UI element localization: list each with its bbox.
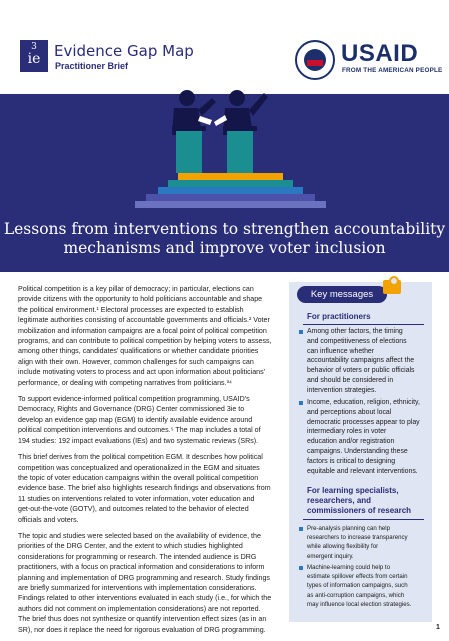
body-line: legitimate authorities consisting of accountable governments and officials.² Voter [18,316,270,325]
km-heading-line: commissioners of research [307,506,412,515]
body-line: officials and voters. [18,515,79,524]
page-title-line-2: mechanisms and improve voter inclusion [63,239,386,257]
body-text [18,284,280,641]
usaid-seal-icon [295,40,335,80]
body-paragraph [18,531,280,635]
km-line: Pre-analysis planning can help [307,525,390,532]
km-bullet-text [307,524,425,561]
page-title-line-1: Lessons from interventions to strengthen accountability [3,220,446,238]
body-line: get-out-the-vote (GOTV), and outcomes related to the behavior of elected [18,505,249,514]
km-line: and perceptions about local [307,408,392,416]
page-number: 1 [436,624,440,631]
km-heading-line: For practitioners [307,312,371,321]
body-line: SR), nor does it replace the need for rigorous evaluation of DRG programming. [18,625,266,634]
body-paragraph [18,452,280,525]
km-divider [303,324,424,325]
body-line: programs, and can contribute to political competition by helping voters to assess, [18,337,272,346]
km-line: equitable and relevant interventions. [307,467,418,475]
km-line: emergent inquiry. [307,552,354,560]
km-heading-line: researchers, and [307,496,372,505]
km-bullet-text [307,563,425,609]
body-line: competition was conceptualized and operationalized in the EGM and situates [18,463,260,472]
body-line: This brief derives from the political competition EGM. It describes how political [18,453,263,462]
key-messages-header: Key messages [297,286,387,303]
body-line: The topic and studies were selected based on the availability of evidence, the [18,531,261,540]
body-line: the political environment.¹ Electoral processes are expected to establish [18,305,244,314]
km-line: types of information campaigns, such [307,582,408,590]
body-line: political competition interventions and outcomes.⁵ The map includes a total of [18,426,261,435]
km-line: Machine-learning could help to [307,564,390,571]
body-paragraph [18,284,280,388]
km-bullet-text [307,398,425,476]
km-line: behavior of voters or public officials [307,367,415,375]
km-line: campaigns. Understanding these [307,447,408,455]
km-line: researchers to increase transparency [307,534,408,542]
body-line: Findings related to other interventions evaluated in each study (i.e., for which the [18,594,272,603]
km-line: education and/or registration [307,438,395,446]
body-line: develop an evidence gap map (EGM) to identify available evidence around [18,415,253,424]
body-line: mobilization and information campaigns are a focal point of political competition [18,326,267,335]
body-line: Democracy, Rights and Governance (DRG) Center commissioned 3ie to [18,405,245,414]
body-line: are briefly summarized for interventions with implementation considerations. [18,583,257,592]
km-line: intermediary roles in voter [307,428,387,436]
3ie-logo-icon: 3 ie [20,40,48,72]
km-line: and competitiveness of elections [307,337,407,345]
km-line: may influence local election strategies. [307,600,412,608]
body-line: priorities of the DRG Center, and the extent to which studies highlighted [18,542,243,551]
body-line: 11 studies on interventions related to voter information, voter education and [18,494,255,503]
usaid-wordmark: USAID [341,40,419,67]
km-line: while allowing flexibility for [307,543,379,551]
km-line: as anti-corruption campaigns, which [307,591,405,599]
body-line: Political competition is a key pillar of democracy; in particular, elections can [18,285,254,293]
km-line: and should be considered in [307,376,394,384]
body-line: among other things, candidates' qualifications or whether candidate priorities [18,347,259,356]
km-section-heading-practitioners [307,312,371,322]
body-line: practitioners, with a focus on practical information and considerations to inform [18,563,265,572]
km-bullet-text [307,327,425,396]
km-line: can influence whether [307,347,375,355]
km-line: Among other factors, the timing [307,328,403,335]
key-messages-icon [383,280,401,294]
body-line: provide citizens with the opportunity to hold politicians accountable and shape [18,295,263,304]
body-line: performance, or dealing with competing narratives from politicians.³⁴ [18,378,232,387]
km-bullet-icon [299,401,303,405]
km-bullet-icon [299,527,303,531]
km-bullet-icon [299,566,303,570]
body-line: authors did not comment on implementation considerations) are not reported. [18,604,261,613]
body-line: The brief thus does not synthesize or quantify intervention effect sizes (as in an [18,615,267,624]
km-bullet-icon [299,330,303,334]
km-line: estimate spillover effects from certain [307,573,408,581]
usaid-tagline: FROM THE AMERICAN PEOPLE [342,67,443,74]
body-line: align with their own. However, common challenges for such campaigns can [18,357,254,366]
body-line: 194 studies: 192 impact evaluations (IEs) and two systematic reviews (SRs). [18,436,259,445]
body-line: the topic of voter education campaigns within the overall political competition [18,473,259,482]
km-line: intervention strategies. [307,386,377,394]
series-subtitle: Practitioner Brief [55,61,129,71]
km-line: factors is critical to designing [307,457,396,465]
km-line: Income, education, religion, ethnicity, [307,399,420,406]
km-line: accountability campaigns affect the [307,357,415,365]
body-line: include motivating voters to process and act upon information about politicians' [18,368,266,377]
series-title: Evidence Gap Map [54,42,194,60]
km-divider [303,519,424,520]
body-line: planning and implementation of DRG programming and research. Study findings [18,573,270,582]
body-line: To support evidence-informed political competition programming, USAID's [18,395,250,404]
km-heading-line: For learning specialists, [307,486,399,495]
body-line: evidence base. The brief also highlights research findings and observations from [18,484,271,493]
body-paragraph [18,394,280,446]
km-section-heading-researchers [307,486,411,516]
km-line: democratic processes appear to play [307,418,420,426]
body-line: considerations for programming or research. The intended audience is DRG [18,552,257,561]
